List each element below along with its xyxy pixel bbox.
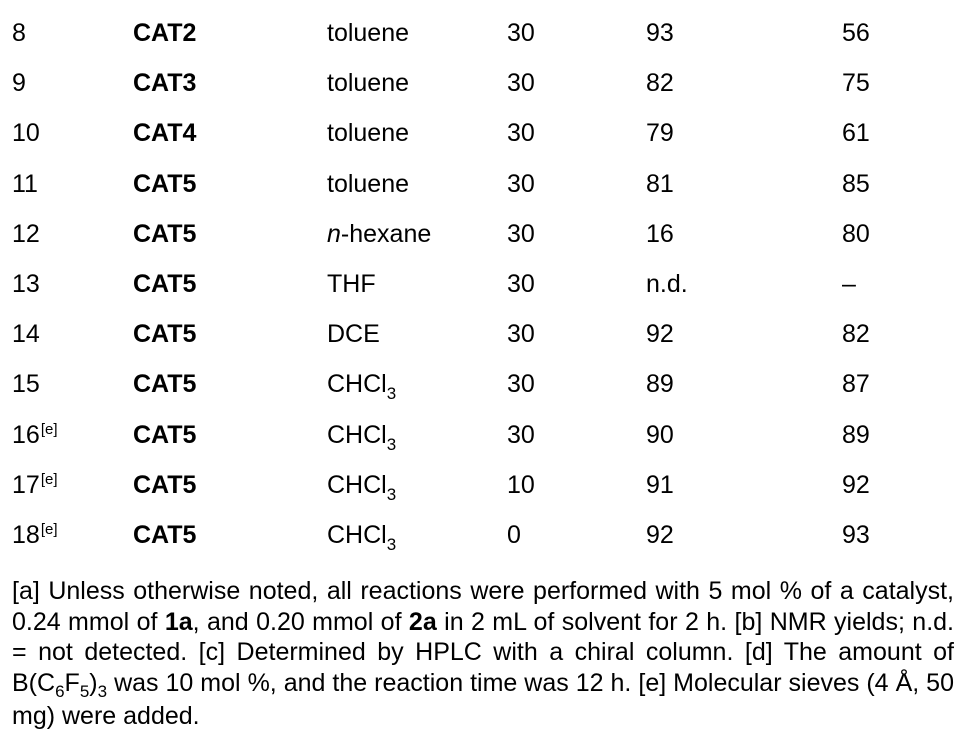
solvent-name: toluene: [327, 69, 410, 98]
temperature-cell: 30: [507, 19, 535, 47]
table-footnotes: [12, 576, 954, 732]
catalyst-cell: CAT5: [133, 219, 197, 248]
solvent-cell: [327, 369, 396, 402]
entry-cell: [12, 169, 39, 199]
footnote-d-text-2: F: [64, 668, 80, 697]
yield-cell: 79: [646, 119, 674, 148]
entry-number: 8: [12, 19, 26, 47]
yield-cell: 89: [646, 370, 674, 399]
entry-number: 16: [12, 420, 40, 449]
yield-cell: 16: [646, 219, 674, 248]
entry-number: 17: [12, 470, 40, 499]
table-row: [0, 470, 963, 520]
entry-number: 12: [12, 219, 40, 248]
catalyst-cell: CAT4: [133, 119, 197, 148]
solvent-cell: [327, 219, 431, 252]
solvent-name: CHCl: [327, 420, 387, 449]
solvent-name: toluene: [327, 119, 410, 148]
yield-cell: 93: [646, 19, 674, 47]
entry-number: 18: [12, 521, 40, 549]
footnote-d-sub-2: 5: [79, 681, 90, 701]
catalyst-cell: CAT5: [133, 370, 197, 399]
footnote-a-text-2: , and 0.20 mmol of: [192, 607, 409, 636]
footnote-a-text: [a] Unless otherwise noted, all reactions were performed with 5 mol % of a catalyst, 0.24 mmol of: [12, 577, 954, 636]
table-row: [0, 369, 963, 419]
solvent-name: CHCl: [327, 370, 387, 399]
entry-cell: [12, 520, 58, 550]
temperature-cell: 30: [507, 219, 535, 248]
solvent-cell: [327, 269, 376, 302]
entry-cell: [12, 420, 58, 450]
compound-1a: 1a: [164, 607, 193, 636]
footnote-a-text-3: in 2 mL of solvent for 2 h.: [436, 607, 728, 636]
solvent-cell: [327, 520, 396, 553]
ee-cell: –: [842, 270, 856, 298]
ee-cell: 85: [842, 169, 870, 198]
yield-cell: 82: [646, 69, 674, 98]
solvent-cell: [327, 18, 409, 51]
temperature-cell: 30: [507, 169, 535, 198]
solvent-name: THF: [327, 270, 376, 298]
entry-number: 14: [12, 320, 40, 349]
temperature-cell: 10: [507, 470, 535, 499]
solvent-name: toluene: [327, 19, 410, 47]
ee-cell: 56: [842, 19, 870, 47]
footnote-e: [e] Molecular sieves (4 Å, 50 mg) were added.: [12, 668, 954, 730]
table-row: [0, 18, 963, 68]
ee-cell: 80: [842, 219, 870, 248]
solvent-name: toluene: [327, 169, 410, 198]
ee-cell: 75: [842, 69, 870, 98]
solvent-subscript: 3: [386, 535, 397, 554]
entry-cell: [12, 470, 58, 500]
yield-cell: n.d.: [646, 270, 688, 298]
entry-number: 13: [12, 270, 40, 298]
temperature-cell: 30: [507, 420, 535, 449]
catalyst-cell: CAT5: [133, 470, 197, 499]
temperature-cell: 30: [507, 119, 535, 148]
footnote-b: [b] NMR yields; n.d. = not detected.: [12, 607, 955, 666]
entry-footnote-mark: [e]: [40, 420, 58, 438]
ee-cell: 89: [842, 420, 870, 449]
solvent-name: CHCl: [327, 521, 387, 549]
ee-cell: 61: [842, 119, 870, 148]
temperature-cell: 30: [507, 270, 535, 298]
footnote-d-text-4: was 10 mol %, and the reaction time was 12 h.: [107, 668, 632, 697]
yield-cell: 90: [646, 420, 674, 449]
solvent-subscript: 3: [386, 434, 397, 454]
footnote-d-text: [d] The amount of B(C: [12, 638, 954, 697]
footnote-d-sub-1: 6: [55, 681, 65, 701]
solvent-cell: [327, 118, 409, 151]
table-row: [0, 219, 963, 269]
entry-cell: [12, 118, 41, 148]
footnote-d-sub-3: 3: [97, 681, 108, 701]
table-row: [0, 319, 963, 369]
entry-cell: [12, 319, 41, 349]
yield-cell: 81: [646, 169, 674, 198]
ee-cell: 82: [842, 320, 870, 349]
catalyst-cell: CAT5: [133, 521, 197, 549]
yield-cell: 92: [646, 521, 674, 549]
entry-footnote-mark: [e]: [40, 470, 58, 488]
solvent-subscript: 3: [386, 384, 397, 404]
temperature-cell: 30: [507, 320, 535, 349]
table-row: [0, 118, 963, 168]
solvent-cell: [327, 68, 409, 101]
catalyst-cell: CAT5: [133, 320, 197, 349]
compound-2a: 2a: [408, 607, 437, 636]
temperature-cell: 30: [507, 370, 535, 399]
table-row: [0, 269, 963, 319]
catalyst-cell: CAT5: [133, 270, 197, 298]
solvent-italic-prefix: n: [327, 219, 341, 248]
table-row: [0, 68, 963, 118]
solvent-cell: [327, 420, 396, 453]
footnote-d-text-3: ): [89, 668, 98, 697]
entry-cell: [12, 18, 27, 48]
solvent-name: CHCl: [327, 470, 387, 499]
temperature-cell: 0: [507, 521, 521, 549]
yield-cell: 91: [646, 470, 674, 499]
solvent-cell: [327, 319, 380, 352]
entry-footnote-mark: [e]: [40, 521, 58, 538]
ee-cell: 92: [842, 470, 870, 499]
entry-number: 9: [12, 69, 26, 98]
yield-cell: 92: [646, 320, 674, 349]
entry-number: 15: [12, 370, 40, 399]
catalyst-cell: CAT5: [133, 420, 197, 449]
table-row: [0, 520, 963, 570]
table-row: [0, 169, 963, 219]
solvent-cell: [327, 169, 409, 202]
solvent-subscript: 3: [386, 484, 397, 504]
ee-cell: 87: [842, 370, 870, 399]
catalyst-cell: CAT3: [133, 69, 197, 98]
solvent-name: DCE: [327, 320, 380, 349]
footnote-c: [c] Determined by HPLC with a chiral column.: [187, 638, 734, 666]
ee-cell: 93: [842, 521, 870, 549]
solvent-name: -hexane: [340, 219, 432, 248]
temperature-cell: 30: [507, 69, 535, 98]
entry-number: 11: [12, 169, 38, 198]
catalyst-cell: CAT5: [133, 169, 197, 198]
table-row: [0, 420, 963, 470]
entry-number: 10: [12, 119, 40, 148]
catalyst-cell: CAT2: [133, 19, 197, 47]
entry-cell: [12, 369, 41, 399]
entry-cell: [12, 68, 27, 98]
entry-cell: [12, 269, 41, 299]
entry-cell: [12, 219, 41, 249]
solvent-cell: [327, 470, 396, 503]
